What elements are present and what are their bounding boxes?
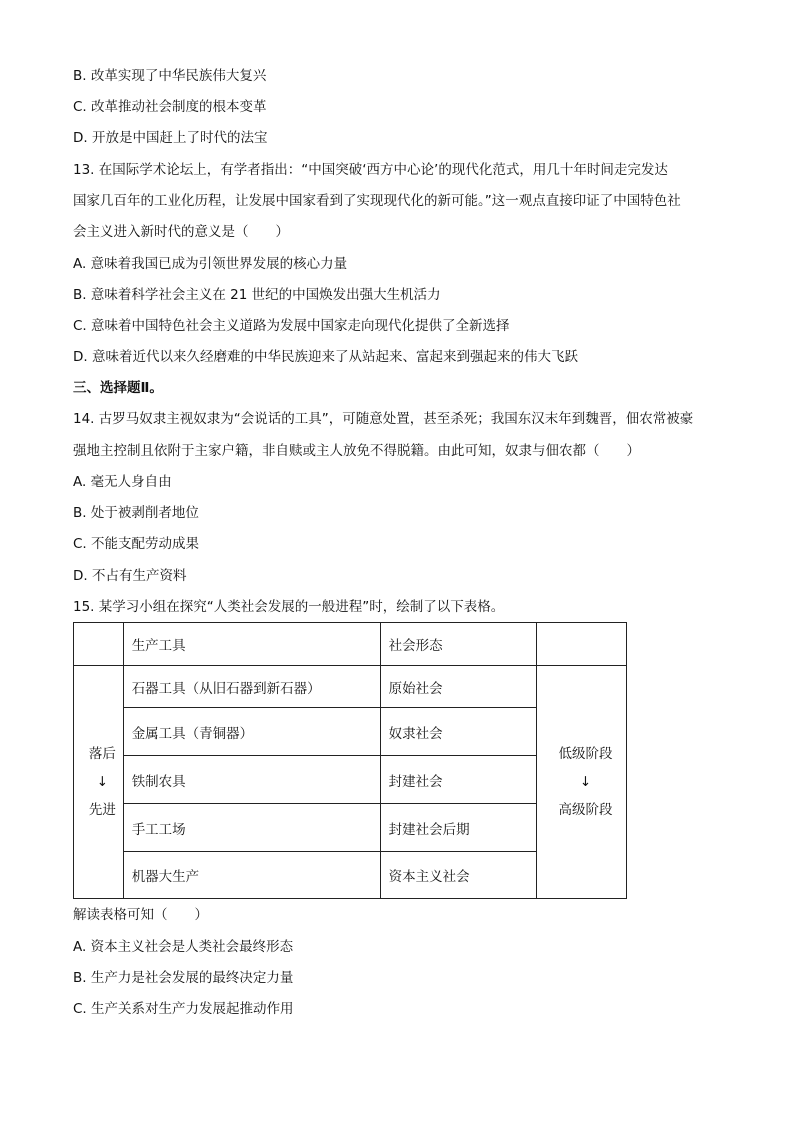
q13-option-a: A. 意味着我国已成为引领世界发展的核心力量 bbox=[73, 256, 348, 272]
q15-prompt: 解读表格可知（ ） bbox=[73, 907, 208, 923]
stack-label-low-stage: 低级阶段 bbox=[558, 746, 613, 762]
table-header-cell: 生产工具 bbox=[123, 623, 380, 666]
q12-option-c: C. 改革推动社会制度的根本变革 bbox=[73, 99, 267, 115]
table-cell: 石器工具（从旧石器到新石器） bbox=[123, 666, 380, 708]
table-cell: 封建社会 bbox=[380, 756, 536, 804]
q15-stem: 15. 某学习小组在探究“人类社会发展的一般进程”时，绘制了以下表格。 bbox=[73, 599, 505, 615]
q15-option-c: C. 生产关系对生产力发展起推动作用 bbox=[73, 1001, 294, 1017]
q13-option-d: D. 意味着近代以来久经磨难的中华民族迎来了从站起来、富起来到强起来的伟大飞跃 bbox=[73, 349, 578, 365]
progress-stack-cell bbox=[74, 666, 124, 899]
table-row bbox=[74, 666, 627, 708]
q14-option-a: A. 毫无人身自由 bbox=[73, 474, 172, 490]
table-header-cell: 社会形态 bbox=[380, 623, 536, 666]
stack-arrow: ↓ bbox=[96, 774, 108, 790]
q12-option-b: B. 改革实现了中华民族伟大复兴 bbox=[73, 68, 267, 84]
stack-label-advanced: 先进 bbox=[88, 802, 116, 818]
q14-stem-line-2: 强地主控制且依附于主家户籍，非自赎或主人放免不得脱籍。由此可知，奴隶与佃农都（ ） bbox=[73, 443, 640, 459]
q13-stem-line-2: 国家几百年的工业化历程，让发展中国家看到了实现现代化的新可能。”这一观点直接印证了中国特色社 bbox=[73, 193, 681, 209]
section-heading: 三、选择题Ⅱ。 bbox=[73, 380, 163, 396]
table-cell: 封建社会后期 bbox=[380, 804, 536, 852]
development-table bbox=[73, 622, 627, 899]
q15-option-a: A. 资本主义社会是人类社会最终形态 bbox=[73, 939, 294, 955]
table-header-cell bbox=[537, 623, 627, 666]
q13-option-c: C. 意味着中国特色社会主义道路为发展中国家走向现代化提供了全新选择 bbox=[73, 318, 510, 334]
table-cell: 手工工场 bbox=[123, 804, 380, 852]
table-header-row bbox=[74, 623, 627, 666]
q13-stem-line-3: 会主义进入新时代的意义是（ ） bbox=[73, 224, 289, 240]
q15-option-b: B. 生产力是社会发展的最终决定力量 bbox=[73, 970, 294, 986]
stack-label-backward: 落后 bbox=[88, 746, 116, 762]
q13-option-b: B. 意味着科学社会主义在 21 世纪的中国焕发出强大生机活力 bbox=[73, 287, 441, 303]
q14-option-b: B. 处于被剥削者地位 bbox=[73, 505, 199, 521]
stack-arrow: ↓ bbox=[579, 774, 592, 790]
table-cell: 资本主义社会 bbox=[380, 852, 536, 899]
table-header-cell bbox=[74, 623, 124, 666]
table-cell: 机器大生产 bbox=[123, 852, 380, 899]
q13-stem-line-1: 13. 在国际学术论坛上，有学者指出：“中国突破‘西方中心论’的现代化范式，用几十年时间走完发达 bbox=[73, 162, 668, 178]
table-cell: 铁制农具 bbox=[123, 756, 380, 804]
table-cell: 奴隶社会 bbox=[380, 708, 536, 756]
table-cell: 原始社会 bbox=[380, 666, 536, 708]
stack-label-high-stage: 高级阶段 bbox=[558, 802, 613, 818]
q14-stem-line-1: 14. 古罗马奴隶主视奴隶为“会说话的工具”，可随意处置，甚至杀死；我国东汉末年到魏晋，佃农常被豪 bbox=[73, 411, 694, 427]
q14-option-c: C. 不能支配劳动成果 bbox=[73, 536, 200, 552]
stage-stack-cell bbox=[537, 666, 627, 899]
table-cell: 金属工具（青铜器） bbox=[123, 708, 380, 756]
q14-option-d: D. 不占有生产资料 bbox=[73, 568, 187, 584]
q12-option-d: D. 开放是中国赶上了时代的法宝 bbox=[73, 130, 268, 146]
